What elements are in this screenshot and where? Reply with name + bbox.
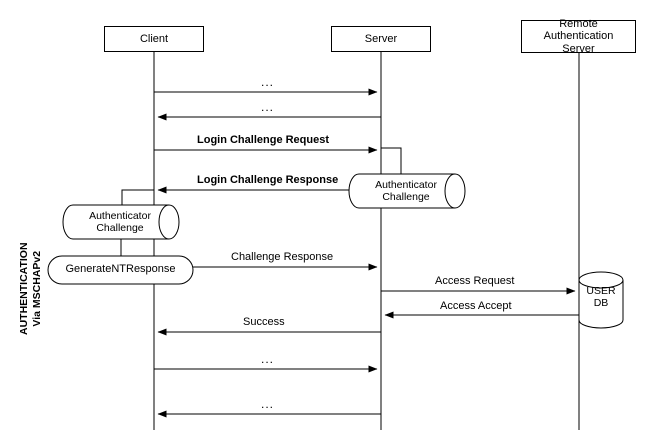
node-server-authenticator-challenge[interactable] xyxy=(358,180,454,204)
node-client-authenticator-challenge-line2: Challenge xyxy=(96,221,144,234)
message-label-dots-1: ... xyxy=(258,75,277,89)
lifeline-head-remote-auth-server[interactable] xyxy=(521,17,636,55)
message-label-challenge-response: Challenge Response xyxy=(228,251,336,263)
message-label-access-accept: Access Accept xyxy=(437,300,515,312)
node-user-db-line1: USER xyxy=(586,285,616,297)
message-label-dots-3: ... xyxy=(258,352,277,366)
lifeline-head-server[interactable] xyxy=(331,26,431,52)
node-server-authenticator-challenge-line1: Authenticator xyxy=(375,179,437,191)
lifeline-head-client[interactable] xyxy=(104,26,204,52)
lifeline-label-server: Server xyxy=(364,32,398,45)
message-label-login-challenge-response: Login Challenge Response xyxy=(194,174,341,186)
connector-client-to-authenticator-challenge xyxy=(122,190,154,205)
message-label-access-request: Access Request xyxy=(432,275,517,287)
node-generate-nt-response-label: GenerateNTResponse xyxy=(65,263,176,275)
connector-server-to-authenticator-challenge xyxy=(381,148,401,174)
node-user-db-line2: DB xyxy=(593,296,609,309)
node-client-authenticator-challenge[interactable] xyxy=(72,211,168,235)
node-client-authenticator-challenge-line1: Authenticator xyxy=(89,210,151,222)
diagram-side-title xyxy=(18,242,43,335)
message-label-dots-2: ... xyxy=(258,100,277,114)
diagram-side-title-line1: AUTHENTICATION xyxy=(18,242,30,335)
diagram-side-title-line2: Via MSCHAPv2 xyxy=(30,250,43,327)
lifeline-label-remote-auth-server: Remote Authentication Server xyxy=(543,17,614,55)
node-user-db[interactable] xyxy=(579,286,623,310)
node-generate-nt-response[interactable] xyxy=(48,263,193,275)
node-server-authenticator-challenge-line2: Challenge xyxy=(382,190,430,203)
message-label-dots-4: ... xyxy=(258,397,277,411)
lifeline-label-client: Client xyxy=(139,32,169,45)
message-label-success: Success xyxy=(240,316,288,328)
message-label-login-challenge-request: Login Challenge Request xyxy=(194,134,332,146)
